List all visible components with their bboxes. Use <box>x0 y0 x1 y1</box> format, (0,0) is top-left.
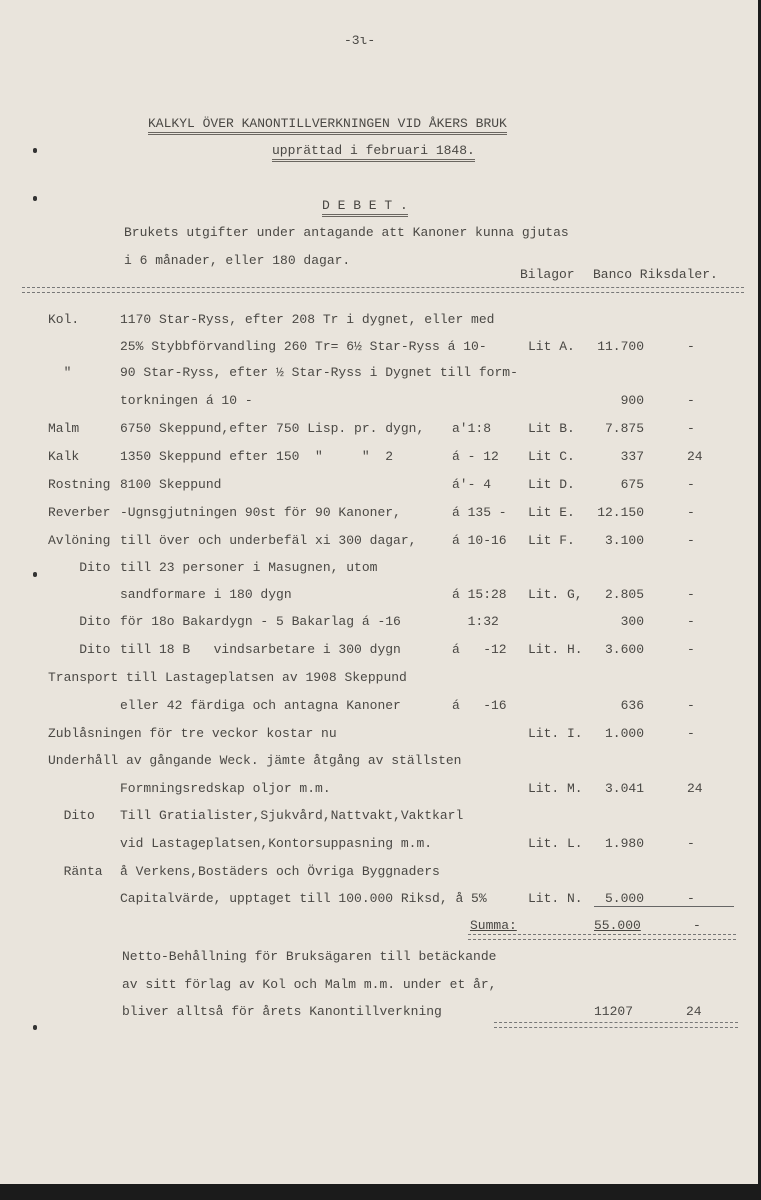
row-skilling: - <box>687 614 695 629</box>
row-appendix: Lit. H. <box>528 642 583 657</box>
summa-label: Summa: <box>470 918 517 933</box>
row-description: sandformare i 180 dygn <box>120 587 292 602</box>
netto-skilling: 24 <box>686 1004 702 1019</box>
row-appendix: Lit B. <box>528 421 575 436</box>
amount-underline <box>594 906 734 907</box>
row-skilling: - <box>687 421 695 436</box>
row-amount: 636 <box>620 698 644 713</box>
row-appendix: Lit E. <box>528 505 575 520</box>
row-appendix: Lit. L. <box>528 836 583 851</box>
ledger-row <box>0 393 758 413</box>
row-amount: 5.000 <box>604 891 644 906</box>
ledger-row <box>0 781 758 801</box>
summa-double-rule <box>468 934 736 940</box>
ledger-row <box>0 891 758 911</box>
punch-hole <box>33 1025 37 1030</box>
row-rate: á 15:28 <box>452 587 507 602</box>
ledger-row <box>0 642 758 662</box>
ledger-row <box>0 449 758 469</box>
row-description: Capitalvärde, upptaget till 100.000 Riksd, å 5% <box>120 891 487 906</box>
row-label: Transport till Lastageplatsen av 1908 Skeppund <box>48 670 407 685</box>
row-skilling: 24 <box>687 449 703 464</box>
row-skilling: - <box>687 698 695 713</box>
double-rule <box>22 287 744 293</box>
punch-hole <box>33 148 37 153</box>
row-label: Reverber <box>48 505 111 520</box>
row-label: Ränta <box>48 864 103 879</box>
row-amount: 675 <box>620 477 644 492</box>
column-header-currency: Banco Riksdaler. <box>593 267 718 282</box>
netto-line: av sitt förlag av Kol och Malm m.m. under et år, <box>122 977 497 992</box>
row-amount: 3.041 <box>604 781 644 796</box>
row-rate: á 10-16 <box>452 533 507 548</box>
row-label: " <box>48 365 72 380</box>
row-description: å Verkens,Bostäders och Övriga Byggnaders <box>120 864 440 879</box>
row-skilling: - <box>687 533 695 548</box>
row-description: -Ugnsgjutningen 90st för 90 Kanoner, <box>120 505 401 520</box>
row-rate: á -16 <box>452 698 507 713</box>
row-appendix: Lit. M. <box>528 781 583 796</box>
ledger-row <box>0 365 758 385</box>
row-label: Avlöning <box>48 533 111 548</box>
row-appendix: Lit. G, <box>528 587 583 602</box>
ledger-row <box>0 670 758 690</box>
row-description: Till Gratialister,Sjukvård,Nattvakt,Vaktkarl <box>120 808 464 823</box>
row-description: till 18 B vindsarbetare i 300 dygn <box>120 642 401 657</box>
row-skilling: - <box>687 642 695 657</box>
row-rate: á'- 4 <box>452 477 492 492</box>
row-amount: 337 <box>620 449 644 464</box>
row-description: 1170 Star-Ryss, efter 208 Tr i dygnet, eller med <box>120 312 495 327</box>
row-description: 8100 Skeppund <box>120 477 222 492</box>
row-skilling: - <box>687 836 695 851</box>
row-appendix: Lit D. <box>528 477 575 492</box>
row-rate: á 135 - <box>452 505 507 520</box>
ledger-row <box>0 726 758 746</box>
row-description: 1350 Skeppund efter 150 " " 2 <box>120 449 394 464</box>
row-amount: 12.150 <box>597 505 644 520</box>
ledger-row <box>0 339 758 359</box>
row-amount: 1.000 <box>604 726 644 741</box>
row-label: Kalk <box>48 449 80 464</box>
row-amount: 2.805 <box>604 587 644 602</box>
row-amount: 11.700 <box>597 339 644 354</box>
row-appendix: Lit. I. <box>528 726 583 741</box>
section-heading: D E B E T . <box>322 198 408 217</box>
row-amount: 900 <box>620 393 644 408</box>
ledger-row <box>0 560 758 580</box>
ledger-row <box>0 808 758 828</box>
row-description: eller 42 färdiga och antagna Kanoner <box>120 698 401 713</box>
row-label: Dito <box>48 808 95 823</box>
row-label: Zublåsningen för tre veckor kostar nu <box>48 726 337 741</box>
ledger-row <box>0 533 758 553</box>
row-amount: 3.100 <box>604 533 644 548</box>
ledger-row <box>0 836 758 856</box>
row-amount: 7.875 <box>604 421 644 436</box>
row-label: Dito <box>48 642 111 657</box>
row-skilling: - <box>687 393 695 408</box>
ledger-row <box>0 753 758 773</box>
row-description: 6750 Skeppund,efter 750 Lisp. pr. dygn, <box>120 421 425 436</box>
row-appendix: Lit A. <box>528 339 575 354</box>
row-description: vid Lastageplatsen,Kontorsuppasning m.m. <box>120 836 433 851</box>
document-title: KALKYL ÖVER KANONTILLVERKNINGEN VID ÅKERS BRUK <box>148 116 507 135</box>
page-number: -3ι- <box>344 33 376 48</box>
column-header-bilagor: Bilagor <box>520 267 575 282</box>
row-label: Dito <box>48 614 111 629</box>
row-description: för 18o Bakardygn - 5 Bakarlag á -16 <box>120 614 401 629</box>
ledger-row <box>0 312 758 332</box>
row-amount: 300 <box>620 614 644 629</box>
netto-amount: 11207 <box>594 1004 634 1019</box>
row-skilling: - <box>687 505 695 520</box>
netto-line: Netto-Behållning för Bruksägaren till betäckande <box>122 949 497 964</box>
summa-skilling: - <box>693 918 701 933</box>
row-skilling: - <box>687 726 695 741</box>
row-label: Kol. <box>48 312 80 327</box>
row-skilling: - <box>687 477 695 492</box>
row-description: till över och underbefäl xi 300 dagar, <box>120 533 417 548</box>
ledger-row <box>0 614 758 634</box>
row-rate: 1:32 <box>452 614 499 629</box>
row-amount: 1.980 <box>604 836 644 851</box>
row-label: Rostning <box>48 477 111 492</box>
intro-line: i 6 månader, eller 180 dagar. <box>124 253 351 268</box>
row-appendix: Lit C. <box>528 449 575 464</box>
row-description: Formningsredskap oljor m.m. <box>120 781 331 796</box>
row-description: torkningen á 10 - <box>120 393 253 408</box>
ledger-row <box>0 505 758 525</box>
netto-line: bliver alltså för årets Kanontillverkning <box>122 1004 442 1019</box>
netto-double-rule <box>494 1022 738 1028</box>
row-rate: á -12 <box>452 642 507 657</box>
ledger-row <box>0 421 758 441</box>
row-appendix: Lit F. <box>528 533 575 548</box>
row-amount: 3.600 <box>604 642 644 657</box>
row-description: 25% Stybbförvandling 260 Tr= 6½ Star-Ryss á 10- <box>120 339 487 354</box>
row-label: Dito <box>48 560 111 575</box>
row-rate: a'1:8 <box>452 421 492 436</box>
punch-hole <box>33 196 37 201</box>
intro-line: Brukets utgifter under antagande att Kanoner kunna gjutas <box>124 225 569 240</box>
row-skilling: - <box>687 339 695 354</box>
row-label: Malm <box>48 421 80 436</box>
row-skilling: - <box>687 587 695 602</box>
row-appendix: Lit. N. <box>528 891 583 906</box>
row-rate: á - 12 <box>452 449 499 464</box>
row-description: 90 Star-Ryss, efter ½ Star-Ryss i Dygnet till form- <box>120 365 518 380</box>
row-description: till 23 personer i Masugnen, utom <box>120 560 378 575</box>
ledger-row <box>0 864 758 884</box>
row-skilling: - <box>687 891 695 906</box>
ledger-row <box>0 477 758 497</box>
summa-amount: 55.000 <box>594 918 641 933</box>
row-label: Underhåll av gångande Weck. jämte åtgång av ställsten <box>48 753 462 768</box>
row-skilling: 24 <box>687 781 703 796</box>
document-subtitle: upprättad i februari 1848. <box>272 143 475 162</box>
ledger-row <box>0 587 758 607</box>
ledger-row <box>0 698 758 718</box>
